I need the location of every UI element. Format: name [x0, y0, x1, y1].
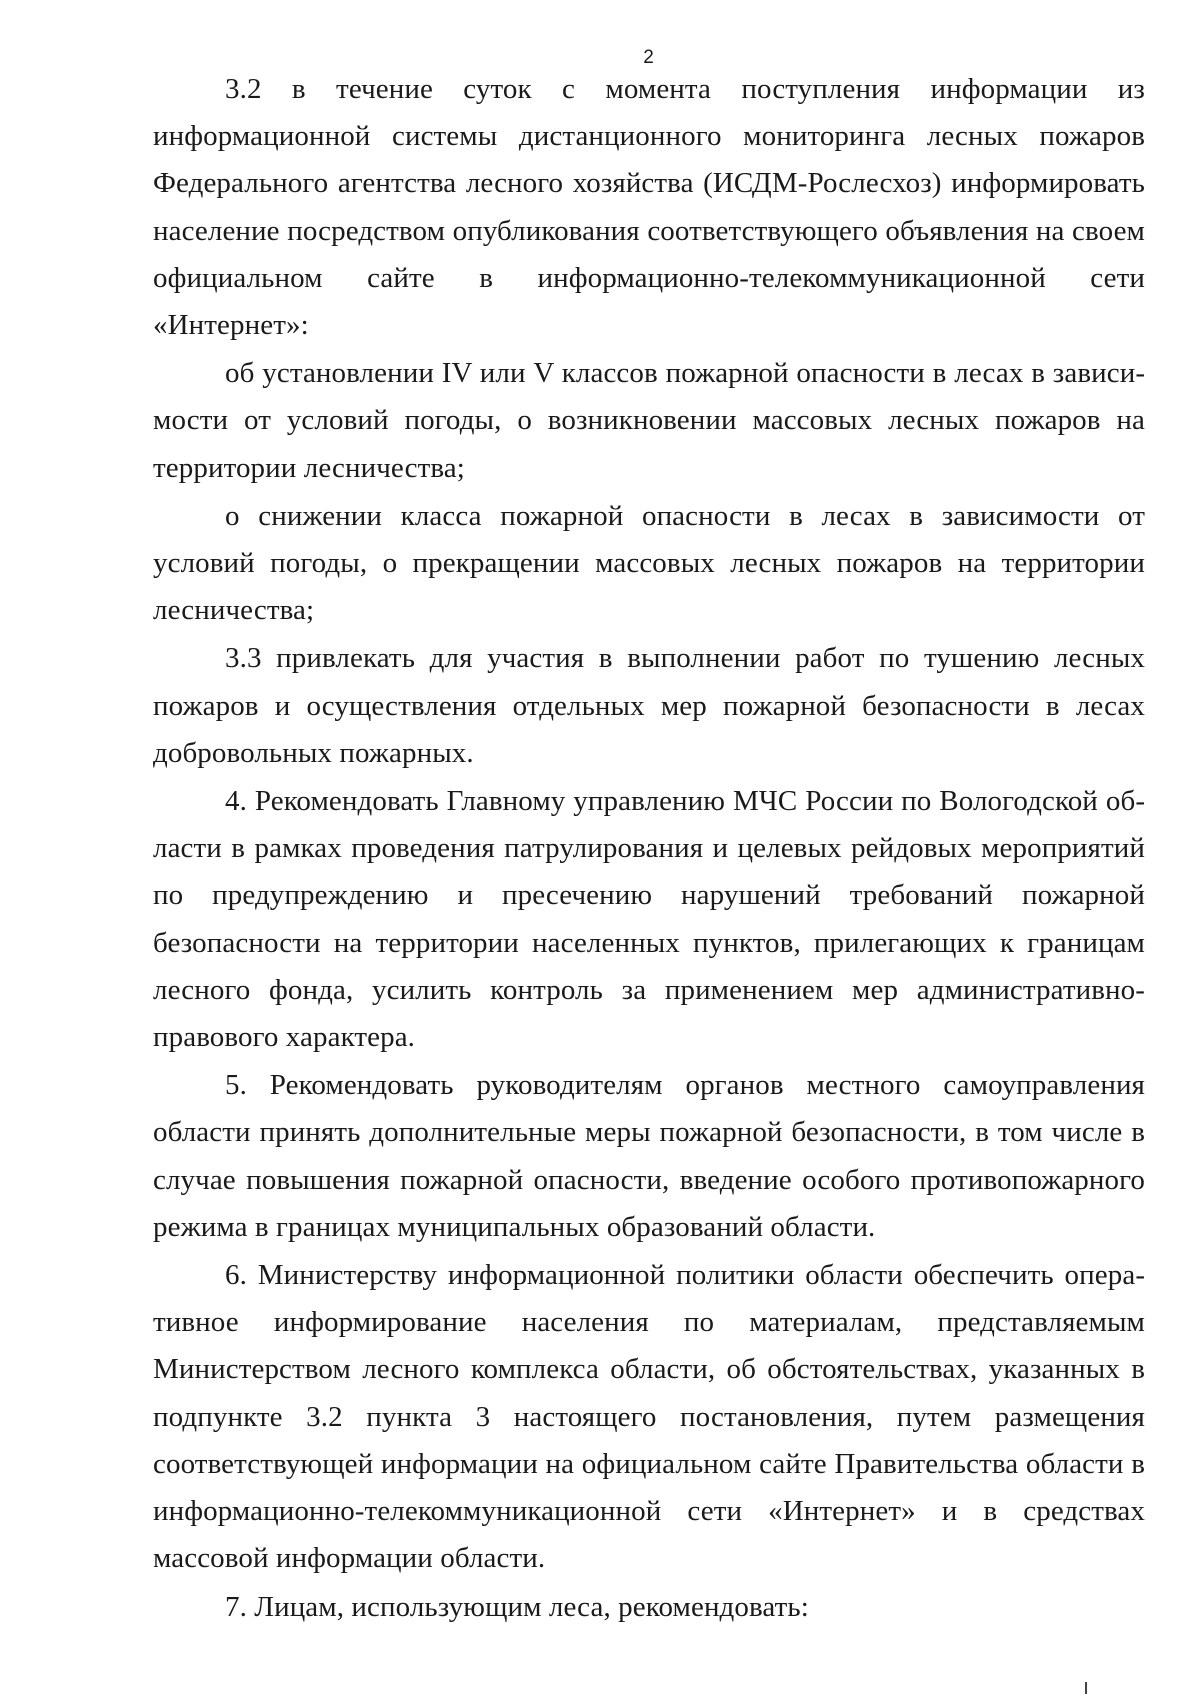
scan-corner-mark	[1085, 1682, 1087, 1694]
paragraph-3-3: 3.3 привлекать для участия в выполнении работ по тушению лесных пожаров и осуществления отдельных мер пожарной безопасности в лесах добровольных пожарных.	[153, 642, 1145, 769]
paragraph-fire-class-raise: об установлении IV или V классов пожарной опасности в лесах в зависимости от условий погоды, о возникновении массовых лесных пожаров на территории лесничества;	[153, 357, 1145, 484]
paragraph-5: 5. Рекомендовать руководителям органов местного самоуправления области принять дополнительные меры пожарной безопасности, в том числе в случае повышения пожарной опасности, введение особого противопожарного режима в границах муниципальных образований области.	[153, 1069, 1145, 1243]
paragraph-4: 4. Рекомендовать Главному управлению МЧС России по Вологодской области в рамках проведения патрулирования и целевых рейдовых мероприятий по предупреждению и пресечению нарушений требований пожарной безопасности на территории населенных пунктов, прилегающих к границам лесного фонда, усилить контроль за применением мер административно-правового характера.	[153, 785, 1145, 1054]
document-body	[153, 66, 1145, 1631]
page-number: 2	[643, 47, 654, 68]
paragraph-fire-class-lower: о снижении класса пожарной опасности в лесах в зависимости от условий погоды, о прекращении массовых лесных пожаров на территории лесничества;	[153, 499, 1145, 627]
paragraph-7: 7. Лицам, использующим леса, рекомендовать:	[225, 1590, 809, 1623]
paragraph-3-2: 3.2 в течение суток с момента поступления информации из информационной системы дистанционного мониторинга лесных пожаров Федерального агентства лесного хозяйства (ИСДМ-Рослесхоз) информировать население посредством опубликования соответствующего объявления на своем официальном сайте в информационно-телекоммуникационной сети «Интернет»:	[153, 73, 1145, 342]
paragraph-6: 6. Министерству информационной политики области обеспечить оперативное информирование населения по материалам, представляемым Министерством лесного комплекса области, об обстоятельствах, указанных в подпункте 3.2 пункта 3 настоящего постановления, путем размещения соответствующей информации на официальном сайте Правительства области в информационно-телекоммуникационной сети «Интернет» и в средствах массовой информации области.	[153, 1259, 1145, 1575]
